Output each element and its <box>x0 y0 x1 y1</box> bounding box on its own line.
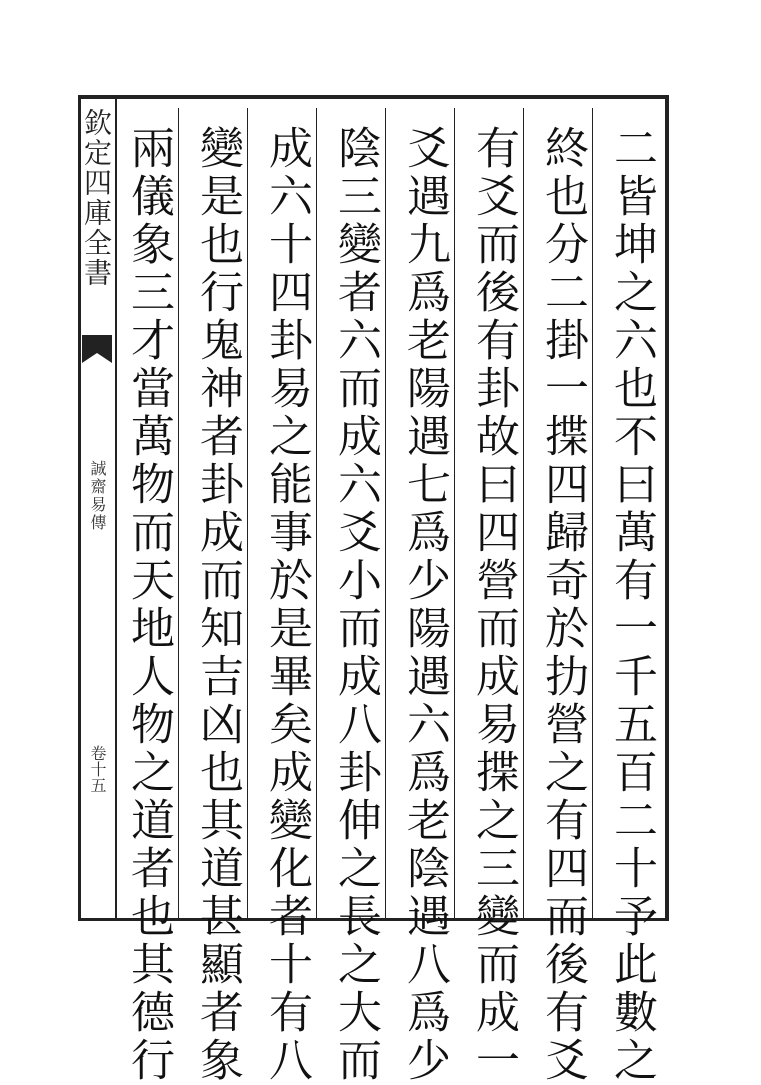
text-column-2: 終也分二掛一揲四歸奇於扐營之有四而後有爻 <box>537 125 588 1085</box>
column-divider <box>523 108 524 918</box>
fishtail-mark-icon <box>82 335 112 375</box>
text-column-7: 變是也行鬼神者卦成而知吉凶也其道甚顯者象 <box>192 125 243 1085</box>
frame-top-rule <box>78 95 668 99</box>
margin-divider-rule <box>115 95 117 921</box>
margin-book-title: 誠齋易傳 <box>88 460 107 532</box>
text-column-8: 兩儀象三才當萬物而天地人物之道者也其德行 <box>123 125 174 1085</box>
margin-juan-number: 卷十五 <box>88 745 107 793</box>
column-divider <box>178 108 179 918</box>
column-divider <box>247 108 248 918</box>
text-column-5: 陰三變者六而成六爻小而成八卦伸之長之大而 <box>330 125 381 1085</box>
column-divider <box>454 108 455 918</box>
text-column-1: 二皆坤之六也不曰萬有一千五百二十予此數之 <box>606 125 657 1085</box>
column-divider <box>592 108 593 918</box>
frame-right-rule <box>665 95 669 921</box>
column-divider <box>316 108 317 918</box>
text-column-3: 有爻而後有卦故曰四營而成易揲之三變而成一 <box>468 125 519 1085</box>
margin-collection-title: 欽定四庫全書 <box>80 108 113 288</box>
column-divider <box>385 108 386 918</box>
text-column-4: 爻遇九爲老陽遇七爲少陽遇六爲老陰遇八爲少 <box>399 125 450 1085</box>
text-column-6: 成六十四卦易之能事於是畢矣成變化者十有八 <box>261 125 312 1085</box>
